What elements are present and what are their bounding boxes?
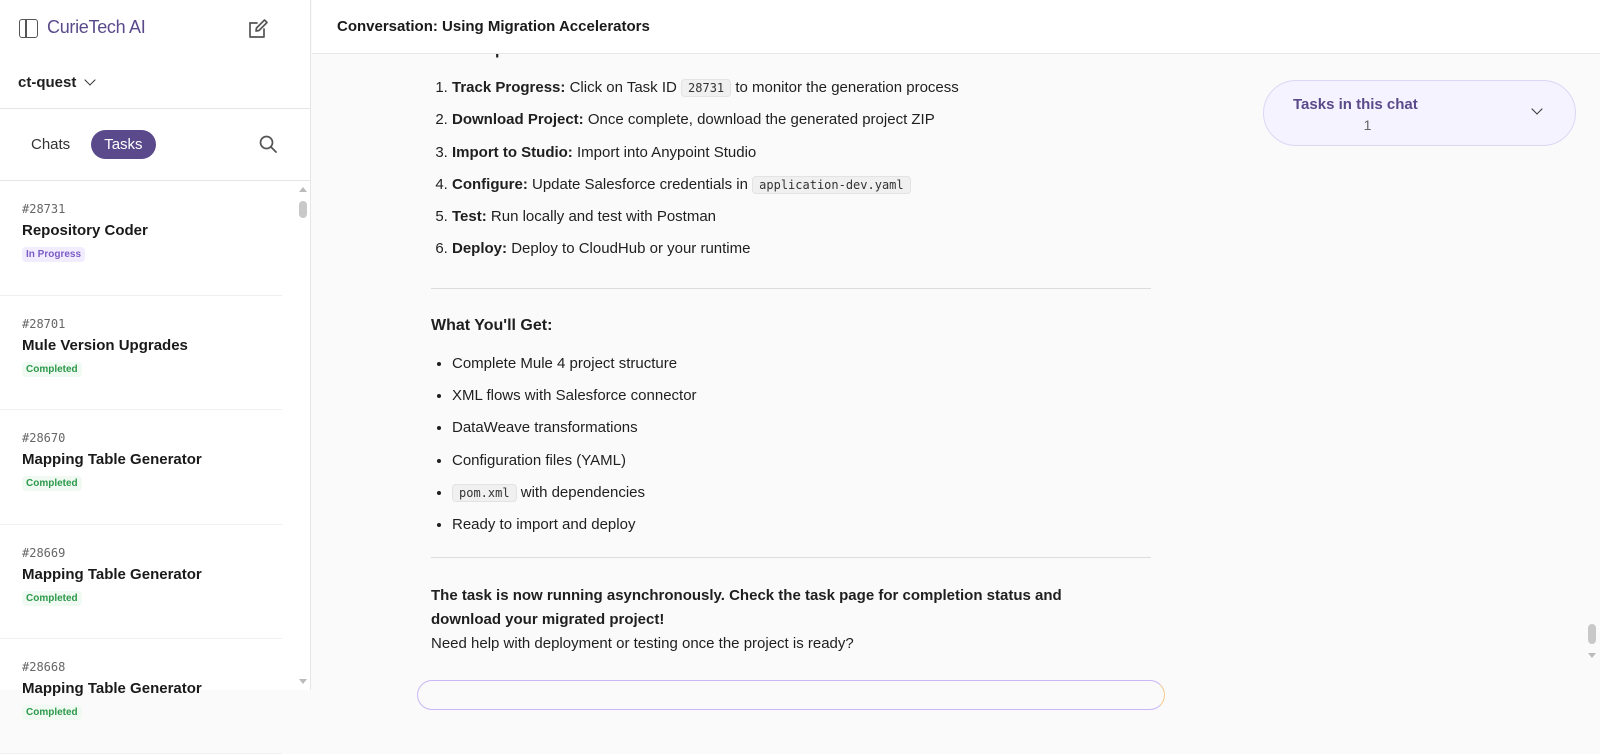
task-id: #28731	[22, 202, 66, 216]
step-label: Import to Studio:	[452, 143, 573, 161]
task-list-item[interactable]	[0, 296, 282, 411]
list-item	[452, 175, 1151, 207]
task-id: #28669	[22, 545, 66, 560]
tasks-in-chat-title: Tasks in this chat	[1293, 96, 1418, 113]
chevron-down-icon	[85, 74, 96, 85]
tab-chats[interactable]: Chats	[31, 136, 71, 153]
step-label: Test:	[452, 208, 487, 226]
step-text: Import into Anypoint Studio	[576, 143, 757, 161]
list-item	[452, 207, 1151, 239]
scrollbar-thumb[interactable]	[299, 201, 307, 218]
task-list-item[interactable]	[0, 410, 282, 525]
workspace-name: ct-quest	[18, 73, 77, 91]
main-panel	[312, 0, 1600, 690]
brand-logo: CurieTech AI	[47, 17, 146, 37]
help-question: Need help with deployment or testing once the project is ready?	[431, 634, 854, 652]
task-list-item[interactable]	[0, 181, 282, 296]
sidebar-header	[0, 0, 311, 56]
divider	[431, 288, 1151, 289]
sidebar-tabs	[18, 130, 156, 159]
task-name: Mapping Table Generator	[22, 680, 202, 697]
list-item: • Configuration files (YAML)	[452, 451, 1151, 483]
step-label: Track Progress:	[452, 79, 566, 96]
divider	[431, 557, 1151, 558]
divider	[0, 108, 311, 109]
step-text: Update Salesforce credentials in	[532, 175, 748, 193]
task-list-item[interactable]	[0, 525, 282, 640]
tasks-count: 1	[1363, 117, 1372, 133]
step-text: Once complete, download the generated project ZIP	[587, 111, 935, 129]
step-text: to monitor the generation process	[735, 79, 959, 96]
step-label: Configure:	[452, 175, 528, 193]
step-text: Deploy to CloudHub or your runtime	[511, 240, 751, 258]
workspace-selector[interactable]	[18, 70, 94, 94]
new-chat-edit-icon[interactable]	[246, 17, 270, 41]
next-steps-list	[431, 78, 1151, 272]
tab-tasks[interactable]: Tasks	[91, 130, 155, 159]
status-badge: Completed	[22, 705, 82, 720]
step-label: Deploy:	[452, 240, 508, 258]
list-item	[452, 110, 1151, 142]
list-item: • Ready to import and deploy	[452, 515, 1151, 547]
task-name: Mapping Table Generator	[22, 565, 202, 583]
task-list	[0, 181, 296, 718]
async-status-note: The task is now running asynchronously. Check the task page for completion status and download your migrated project!	[431, 586, 1062, 628]
main-scrollbar[interactable]	[1584, 54, 1600, 690]
status-badge: Completed	[22, 362, 82, 377]
scrollbar-thumb[interactable]	[1588, 624, 1596, 644]
step-text: Run locally and test with Postman	[490, 208, 717, 226]
conversation-header	[312, 0, 1600, 54]
task-name: Mapping Table Generator	[22, 451, 202, 468]
scroll-down-arrow-icon[interactable]	[299, 679, 307, 684]
sidebar-scrollbar[interactable]	[296, 185, 310, 690]
step-label: Download Project:	[452, 111, 584, 129]
status-badge: In Progress	[22, 247, 85, 262]
status-badge: Completed	[22, 476, 82, 491]
message-composer[interactable]	[417, 680, 1165, 710]
task-name: Mule Version Upgrades	[22, 336, 188, 354]
search-icon[interactable]	[259, 135, 277, 153]
list-item-text: with dependencies	[520, 483, 646, 501]
list-item: • Complete Mule 4 project structure	[452, 354, 1151, 386]
status-badge: Completed	[22, 591, 82, 606]
sidebar	[0, 0, 311, 718]
filename-code: pom.xml	[452, 484, 517, 502]
list-item	[452, 78, 1151, 110]
conversation-title: Conversation: Using Migration Accelerators	[337, 18, 650, 35]
list-item	[452, 239, 1151, 271]
what-youll-get-heading: What You'll Get:	[431, 316, 553, 334]
task-id: #28668	[22, 660, 66, 674]
task-id-code: 28731	[681, 79, 731, 97]
task-id: #28670	[22, 431, 66, 445]
deliverables-list	[431, 354, 1151, 548]
sidebar-toggle-icon[interactable]	[19, 19, 38, 38]
task-list-item[interactable]	[0, 639, 282, 754]
tasks-in-chat-panel[interactable]	[1263, 80, 1576, 146]
chevron-down-icon[interactable]	[1531, 103, 1542, 114]
list-item	[452, 143, 1151, 175]
scroll-down-arrow-icon[interactable]	[1588, 653, 1596, 658]
task-name: Repository Coder	[22, 222, 148, 239]
list-item: • XML flows with Salesforce connector	[452, 386, 1151, 418]
filename-code: application-dev.yaml	[752, 176, 911, 194]
list-item	[452, 483, 1151, 515]
task-id: #28701	[22, 316, 66, 331]
step-text: Click on Task ID	[569, 79, 677, 96]
list-item: • DataWeave transformations	[452, 418, 1151, 450]
assistant-message	[431, 40, 1151, 656]
scroll-up-arrow-icon[interactable]	[299, 187, 307, 192]
